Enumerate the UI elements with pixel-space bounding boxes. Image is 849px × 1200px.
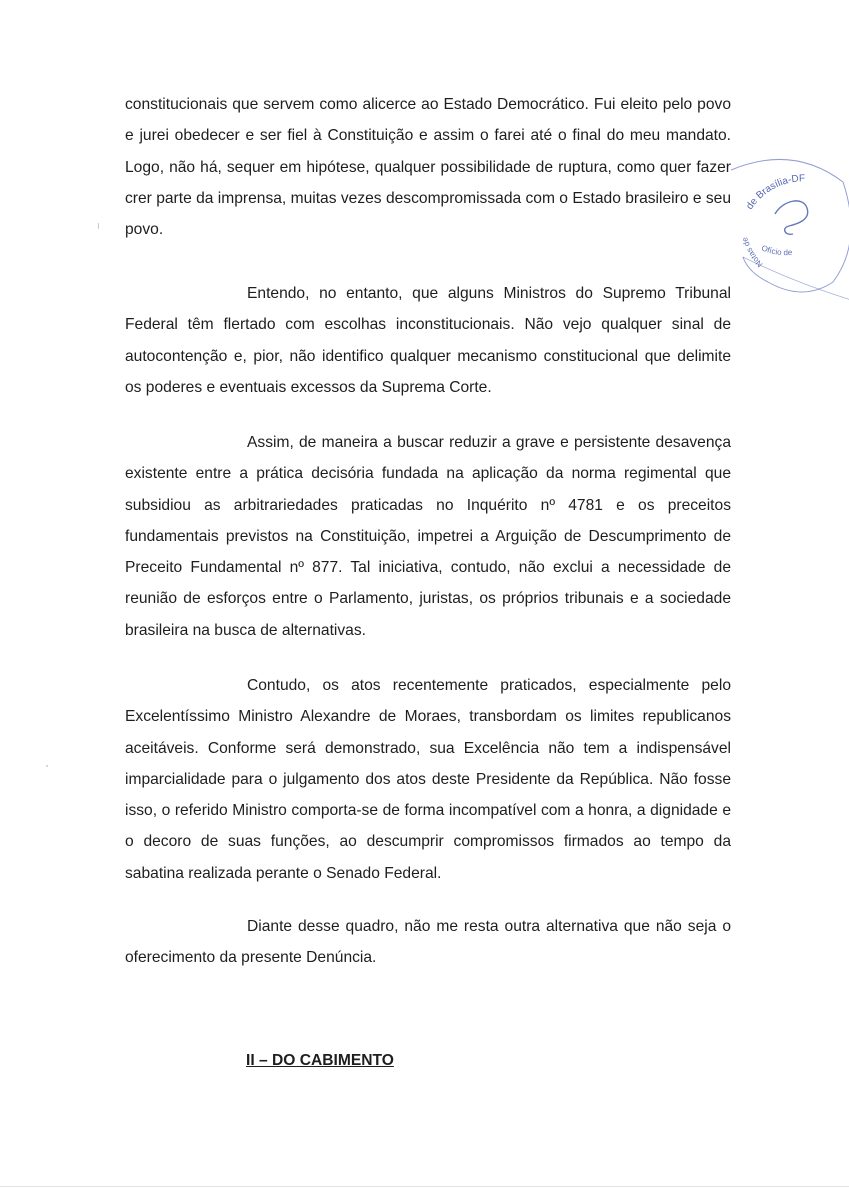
stamp-signature: [775, 201, 808, 234]
page-edge-line: [0, 1186, 849, 1187]
notary-stamp: [723, 152, 849, 302]
stamp-text-left: Notas de: [740, 236, 765, 269]
paragraph-2: Entendo, no entanto, que alguns Ministros do Supremo Tribunal Federal têm flertado com escolhas inconstitucionais. Não vejo qualquer sinal de autocontenção e, pior, não identifico qualquer mecanismo constitucional que delimite os poderes e eventuais excessos da Suprema Corte.: [125, 285, 731, 396]
paragraph-4: Contudo, os atos recentemente praticados, especialmente pelo Excelentíssimo Ministro Alexandre de Moraes, transbordam os limites republicanos aceitáveis. Conforme será demonstrado, sua Excelência não tem a indispensável imparcialidade para o julgamento dos atos deste Presidente da República. Não fosse isso, o referido Ministro comporta-se de forma incompatível com a honra, a dignidade e o decoro de suas funções, ao descumprir compromissos firmados ao tempo da sabatina realizada perante o Senado Federal.: [125, 677, 731, 882]
scan-speck: [98, 223, 99, 229]
svg-text:Notas de: [740, 236, 764, 269]
paragraph-3: Assim, de maneira a buscar reduzir a grave e persistente desavença existente entre a prática decisória fundada na aplicação da norma regimental que subsidiou as arbitrariedades praticadas no Inquérito nº 4781 e os preceitos fundamentais previstos na Constituição, impetrei a Arguição de Descumprimento de Preceito Fundamental nº 877. Tal iniciativa, contudo, não exclui a necessidade de reunião de esforços entre o Parlamento, juristas, os próprios tribunais e a sociedade brasileira na busca de alternativas.: [125, 434, 731, 639]
svg-text:de Brasília-DF: [744, 173, 805, 211]
paragraph-5: Diante desse quadro, não me resta outra alternativa que não seja o oferecimento da presente Denúncia.: [125, 918, 731, 967]
stamp-text-top: de Brasília-DF: [744, 173, 806, 212]
svg-text:Ofício de: [760, 243, 793, 257]
paragraph-1: constitucionais que servem como alicerce ao Estado Democrático. Fui eleito pelo povo e jurei obedecer e ser fiel à Constituição e assim o farei até o final do meu mandato. Logo, não há, sequer em hipótese, qualquer possibilidade de ruptura, como quer fazer crer parte da imprensa, muitas vezes descompromissada com o Estado brasileiro e seu povo.: [125, 96, 731, 239]
section-heading: II – DO CABIMENTO: [246, 1052, 394, 1069]
stamp-text-bottom: Ofício de: [760, 243, 793, 258]
scan-speck: [46, 765, 48, 767]
